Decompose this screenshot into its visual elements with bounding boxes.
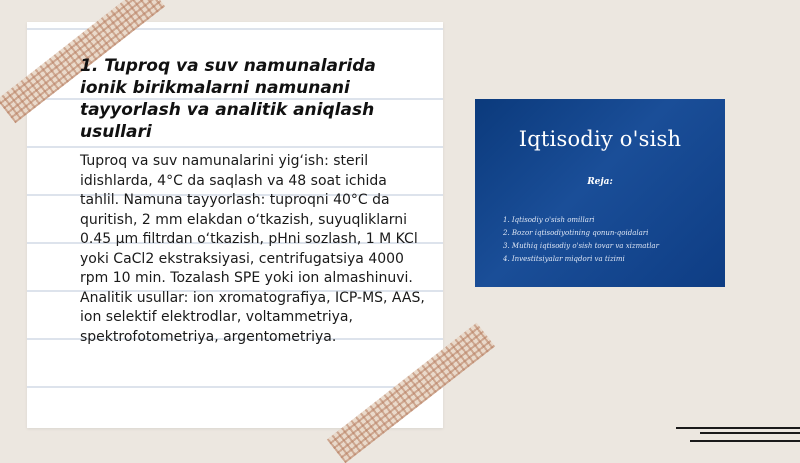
section-heading: 1. Tuproq va suv namunalarida ionik birikmalarni namunani tayyorlash va analitik aniqlash usullari (80, 56, 376, 142)
body-paragraph: Tuproq va suv namunalarini yig‘ish: steril idishlarda, 4°C da saqlash va 48 soat ichida tahlil. Namuna tayyorlash: tuproqni 40°C da quritish, 2 mm elakdan o‘tkazish, suyuqliklarni 0.45 µm filtrdan o‘tkazish, pHni sozlash, 1 M KCl yoki CaCl2 ekstraksiyasi, centrifugatsiya 4000 rpm 10 min. Tozalash SPE yoki ion almashinuvi. Analitik usullar: ion xromatografiya, ICP-MS, AAS, ion selektif elektrodlar, voltammetriya, spektrofotometriya, argentometriya. (80, 153, 425, 345)
decorative-line (676, 427, 800, 429)
list-item: 2. Bozor iqtisodiyotining qonun-qoidalari (503, 229, 649, 237)
decorative-line (690, 440, 800, 442)
slide-title: Iqtisodiy o'sish (518, 127, 682, 151)
list-item: 3. Muthiq iqtisodiy o'sish tovar va xizmatlar (503, 242, 659, 250)
list-item: 4. Investitsiyalar miqdori va tizimi (503, 255, 625, 263)
slide-thumbnail (475, 99, 725, 287)
slide-subtitle: Reja: (587, 177, 613, 187)
slide-agenda-list (503, 214, 713, 266)
decorative-line (700, 432, 800, 434)
list-item: 1. Iqtisodiy o'sish omillari (503, 216, 595, 224)
